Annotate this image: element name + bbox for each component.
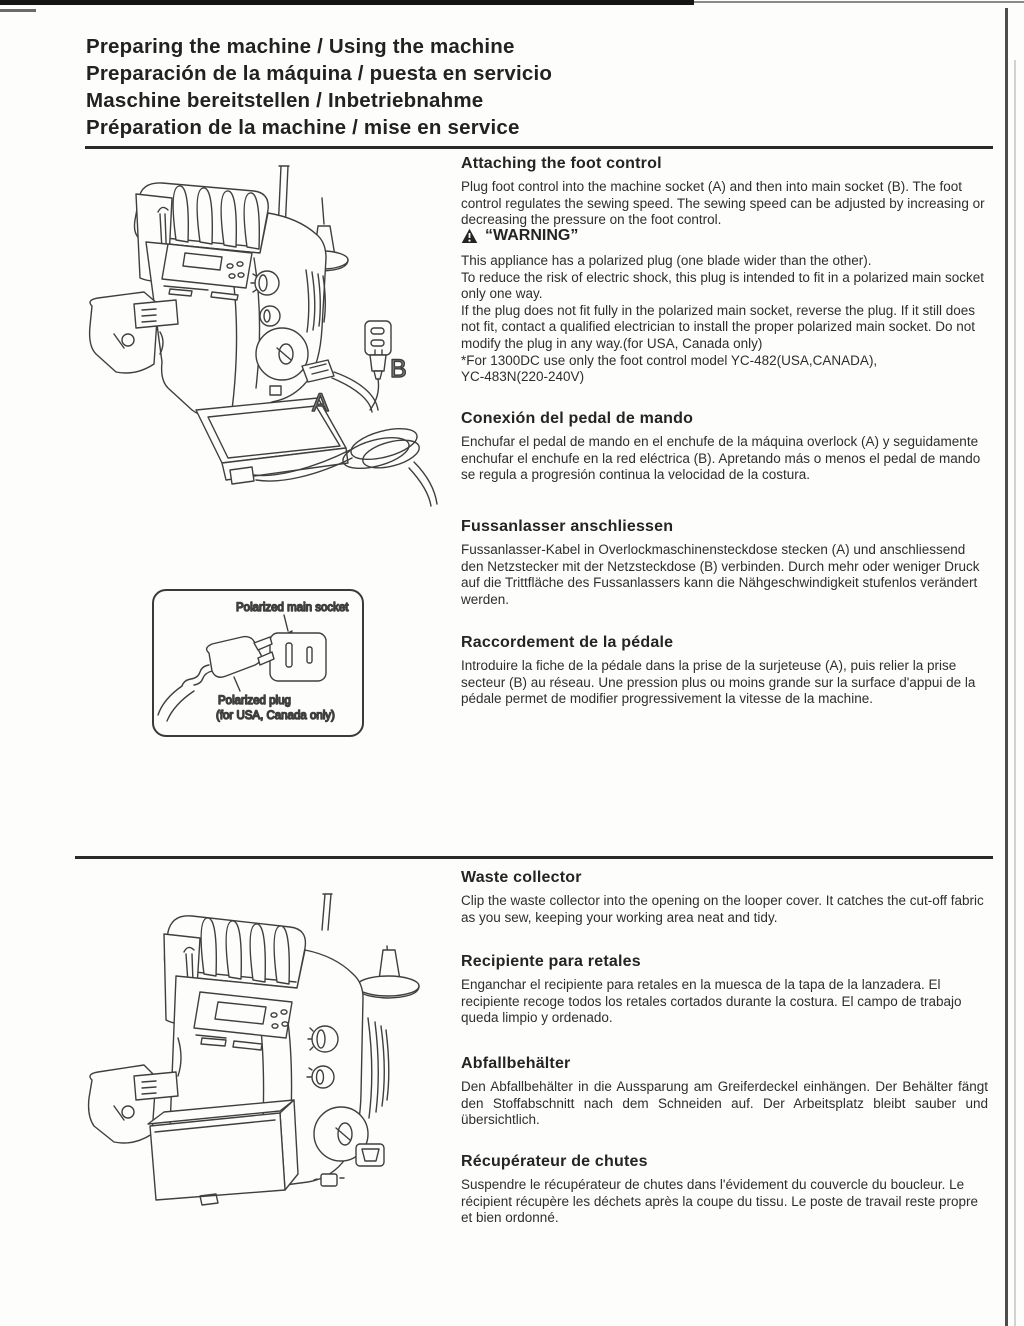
polarized-socket-label: Polarized main socket <box>236 602 349 614</box>
section-warning <box>461 227 988 386</box>
section-body: Clip the waste collector into the opening on the looper cover. It catches the cut-off fabric as you sew, keeping your working area neat and tidy. <box>461 893 984 925</box>
section-recipiente-retales <box>461 953 988 1030</box>
section-heading: Waste collector <box>461 869 582 886</box>
handwheel <box>256 328 308 380</box>
warning-paragraph: To reduce the risk of electric shock, this plug is intended to fit in a polarized main socket only one way. <box>461 269 985 302</box>
polarized-plug-label-line2: (for USA, Canada only) <box>216 710 335 722</box>
divider-middle <box>75 856 993 859</box>
section-recuperateur-chutes <box>461 1153 988 1230</box>
plug-cable <box>158 665 212 721</box>
section-body: Enganchar el recipiente para retales en la muesca de la tapa de la lanzadera. El recipiente recoge todos los retales cortados durante la costura. El campo de trabajo queda limpio y ordenado. <box>461 977 962 1026</box>
wall-socket <box>365 321 391 355</box>
warning-paragraph: YC-483N(220-240V) <box>461 369 585 385</box>
section-body: Suspendre le récupérateur de chutes dans l'évidement du couvercle du boucleur. Le récipient récupère les déchets après la coupe du tissu. Le poste de travail reste propre et bien ordonné. <box>461 1177 979 1226</box>
section-heading: Attaching the foot control <box>461 155 662 172</box>
polarized-plug-box <box>152 589 364 737</box>
section-body: Enchufar el pedal de mando en el enchufe de la máquina overlock (A) y seguidamente enchufar el enchufe en la red eléctrica (B). Apretando más o menos el pedal de mando se regula a progresión continua la velocidad de la costura. <box>461 434 981 483</box>
section-raccordement-pedale <box>461 634 988 711</box>
section-attaching-foot-control <box>461 155 988 232</box>
scan-artifact-right-edge-faint <box>1014 60 1016 1326</box>
waste-collector-box <box>148 1100 298 1200</box>
section-heading: Recipiente para retales <box>461 953 641 970</box>
section-body: Plug foot control into the machine socket (A) and then into main socket (B). The foot control regulates the sewing speed. The sewing speed can be adjusted by increasing or decreasing the pressure on the foot control. <box>461 179 985 228</box>
section-body: Den Abfallbehälter in die Aussparung am Greiferdeckel einhängen. Der Behälter fängt den Stoffabschnitt nach dem Schneiden auf. Der Arbeitsplatz bleibt sauber und übersichtlich. <box>461 1079 988 1128</box>
scan-artifact-notch <box>0 9 36 12</box>
section-body: Introduire la fiche de la pédale dans la prise de la surjeteuse (A), puis relier la prise secteur (B) au réseau. Une pression plus ou moins grande sur la surface d'appui de la pédale permet de modifier progressivement la vitesse de la machine. <box>461 658 976 707</box>
power-inlet <box>356 1144 384 1166</box>
section-conexion-pedal <box>461 410 988 487</box>
page-title <box>86 33 552 141</box>
thread-stand-rod <box>322 894 332 930</box>
title-line-es: Preparación de la máquina / puesta en servicio <box>86 62 553 85</box>
title-line-en: Preparing the machine / Using the machine <box>86 35 515 58</box>
section-heading: Fussanlasser anschliessen <box>461 518 674 535</box>
warning-icon <box>461 228 478 244</box>
label-a: A <box>312 389 329 417</box>
warning-paragraph: This appliance has a polarized plug (one blade wider than the other). <box>461 253 872 268</box>
polarized-plug-label-line1: Polarized plug <box>218 695 291 707</box>
warning-paragraph: If the plug does not fit fully in the polarized main socket, reverse the plug. If it still does not fit, contact a qualified electrician to install the proper polarized main socket. Do not modify the plug in any way.(for USA, Canada only) <box>461 302 976 351</box>
scan-artifact-top-light <box>694 1 1024 3</box>
warning-paragraph: *For 1300DC use only the foot control model YC-482(USA,CANADA), <box>461 352 878 368</box>
machine-foot-control-illustration <box>84 158 460 520</box>
warning-heading: “WARNING” <box>485 227 579 244</box>
power-plug <box>370 350 386 379</box>
label-b: B <box>390 355 407 383</box>
section-abfallbehaelter <box>461 1055 988 1132</box>
section-fussanlasser <box>461 518 988 611</box>
divider-top <box>85 146 993 149</box>
section-waste-collector <box>461 869 988 929</box>
polarized-main-socket <box>270 633 326 681</box>
polarized-plug <box>207 637 274 678</box>
section-heading: Récupérateur de chutes <box>461 1153 648 1170</box>
waste-collector-illustration <box>82 888 427 1220</box>
section-heading: Raccordement de la pédale <box>461 634 674 651</box>
section-heading: Abfallbehälter <box>461 1055 571 1072</box>
section-body: Fussanlasser-Kabel in Overlockmaschinensteckdose stecken (A) und anschliessend den Netzstecker mit der Netzsteckdose (B) verbinden. Durch mehr oder weniger Druck auf die Trittfläche des Fussanlassers kann die Nähgeschwindigkeit stufenlos verändert werden. <box>461 542 980 607</box>
scan-artifact-right-edge <box>1005 8 1008 1326</box>
section-heading: Conexión del pedal de mando <box>461 410 694 427</box>
polarized-plug-illustration <box>154 591 362 735</box>
title-line-fr: Préparation de la machine / mise en service <box>86 116 520 139</box>
scan-artifact-top-dark <box>0 0 694 5</box>
title-line-de: Maschine bereitstellen / Inbetriebnahme <box>86 89 484 112</box>
